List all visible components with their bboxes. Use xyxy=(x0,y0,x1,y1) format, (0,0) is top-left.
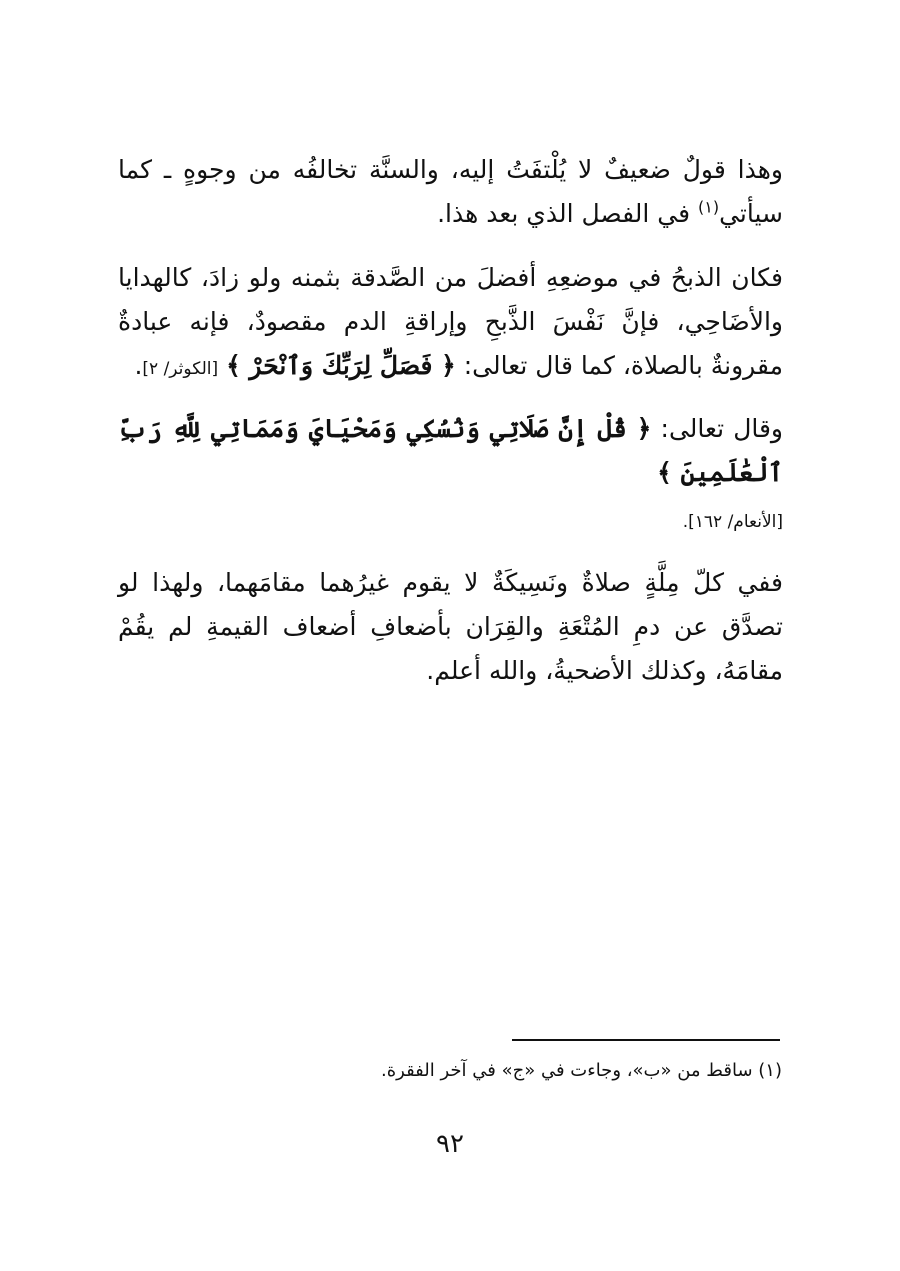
paragraph-2 xyxy=(118,256,783,391)
paragraph-1-text: وهذا قولٌ ضعيفٌ لا يُلْتفَتُ إليه، والسنَّة تخالفُه من وجوهٍ ـ كما سيأتي xyxy=(118,155,783,228)
footnote-divider xyxy=(512,1039,780,1041)
paragraph-3-text: وقال تعالى: xyxy=(651,414,783,443)
footnote-1: (١) ساقط من «ب»، وجاءت في «ج» في آخر الفقرة. xyxy=(380,1060,782,1081)
paragraph-4-text: ففي كلّ مِلَّةٍ صلاةٌ ونَسِيكَةٌ لا يقوم غيرُهما مقامَهما، ولهذا لو تصدَّق عن دمِ المُتْعَةِ والقِرَان بأضعافِ أضعاف القيمةِ لم يقُمْ مقامَهُ، وكذلك الأضحيةُ، والله أعلم. xyxy=(118,568,783,685)
quran-verse-anam: ﴿ قُلْ إِنَّ صَلَاتِي وَنُسُكِي وَمَحْيَايَ وَمَمَاتِي لِلَّهِ رَبِّ ٱلْعَٰلَمِينَ ﴾ xyxy=(118,414,783,487)
paragraph-2-text: فكان الذبحُ في موضعِهِ أفضلَ من الصَّدقة بثمنه ولو زادَ، كالهدايا والأضَاحِي، فإنَّ نَفْسَ الذَّبحِ وإراقةِ الدم مقصودٌ، فإنه عبادةٌ مقرونةٌ بالصلاة، كما قال تعالى: xyxy=(118,263,783,380)
verse-reference-anam: [الأنعام/ ١٦٢]. xyxy=(682,512,783,532)
main-text xyxy=(118,148,783,693)
paragraph-2-end: . xyxy=(134,351,143,380)
quran-verse-kawthar: ﴿ فَصَلِّ لِرَبِّكَ وَٱنْحَرْ ﴾ xyxy=(226,351,456,380)
footnote-marker: (١) xyxy=(698,197,720,217)
paragraph-4 xyxy=(118,561,783,693)
verse-reference-kawthar: [الكوثر/ ٢] xyxy=(142,359,219,379)
paragraph-1-tail: في الفصل الذي بعد هذا. xyxy=(437,199,698,228)
page-number: ٩٢ xyxy=(436,1129,464,1159)
paragraph-1 xyxy=(118,148,783,236)
paragraph-3 xyxy=(118,407,783,495)
